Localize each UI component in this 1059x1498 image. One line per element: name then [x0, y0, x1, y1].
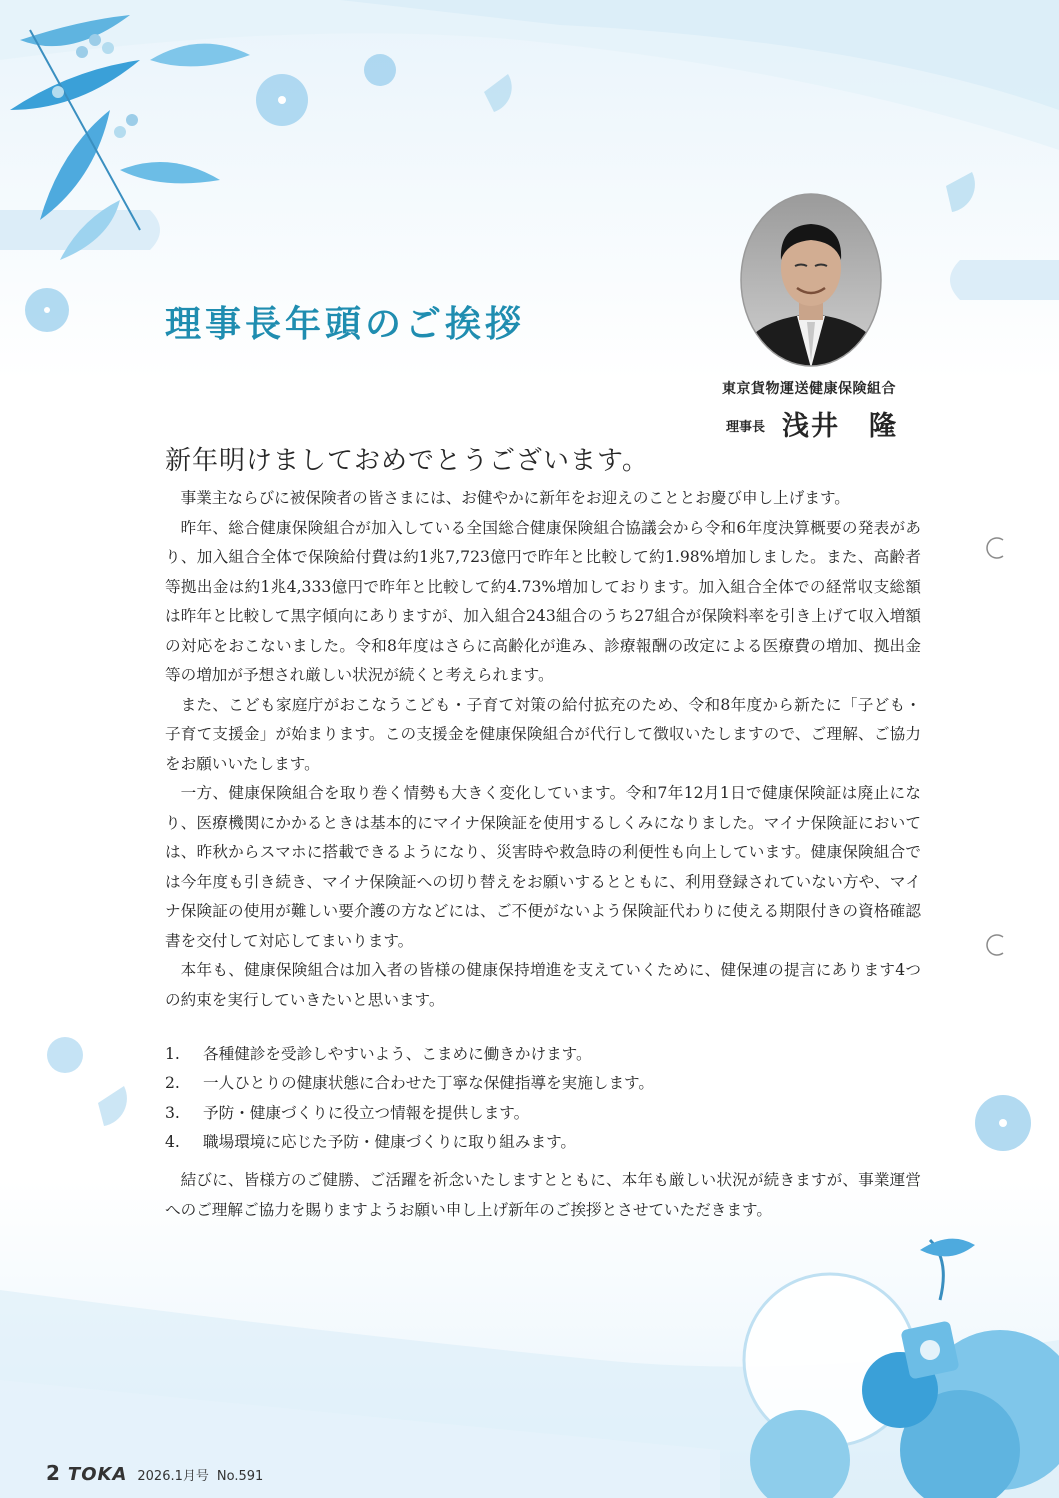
list-text: 職場環境に応じた予防・健康づくりに取り組みます。: [203, 1132, 577, 1151]
list-number: 4.: [165, 1132, 180, 1151]
list-item: [165, 1040, 654, 1069]
body-text: [165, 484, 921, 1015]
page-title: 理事長年頭のご挨拶: [165, 303, 526, 345]
list-number: 1.: [165, 1045, 180, 1063]
chairman-name: 浅井 隆: [782, 411, 898, 442]
paragraph: 一方、健康保険組合を取り巻く情勢も大きく変化しています。令和7年12月1日で健康保険証は廃止になり、医療機関にかかるときは基本的にマイナ保険証を使用するしくみになりました。マイナ保険証においては、昨秋からスマホに搭載できるようになり、災害時や救急時の利便性も向上しています。健康保険組合では今年度も引き続き、マイナ保険証への切り替えをお願いするとともに、利用登録されていない方や、マイナ保険証の使用が難しい要介護の方などには、ご不便がないよう保険証代わりに使える期限付きの資格確認書を交付して対応してまいります。: [165, 784, 921, 950]
commitment-list: [165, 1040, 654, 1157]
greeting-heading: 新年明けましておめでとうございます。: [165, 446, 649, 476]
paragraph: 昨年、総合健康保険組合が加入している全国総合健康保険組合協議会から令和6年度決算概要の発表があり、加入組合全体で保険給付費は約1兆7,723億円で昨年と比較して約1.98%増加しました。また、高齢者等拠出金は約1兆4,333億円で昨年と比較して約4.73%増加しております。加入組合全体での経常収支総額は昨年と比較して黒字傾向にありますが、加入組合243組合のうち27組合が保険料率を引き上げて収入増額の対応をおこないました。令和8年度はさらに高齢化が進み、診療報酬の改定による医療費の増加、拠出金等の増加が予想され厳しい状況が続くと考えられます。: [165, 518, 922, 684]
list-number: 3.: [165, 1103, 180, 1122]
paragraph: 本年も、健康保険組合は加入者の皆様の健康保持増進を支えていくために、健保連の提言にあります4つの約束を実行していきたいと思います。: [165, 961, 922, 1009]
list-item: [165, 1069, 654, 1098]
punch-hole-icon: [985, 933, 1009, 957]
issue-number: No.591: [216, 1469, 264, 1484]
list-item: [165, 1099, 654, 1128]
paragraph: 事業主ならびに被保険者の皆さまには、お健やかに新年をお迎えのこととお慶び申し上げます。: [180, 489, 850, 507]
list-text: 一人ひとりの健康状態に合わせた丁寧な保健指導を実施します。: [203, 1074, 654, 1093]
list-text: 各種健診を受診しやすいよう、こまめに働きかけます。: [203, 1045, 592, 1063]
paragraph: また、こども家庭庁がおこなうこども・子育て対策の給付拡充のため、令和8年度から新たに「子ども・子育て支援金」が始まります。この支援金を健康保険組合が代行して徴収いたしますので、ご理解、ご協力をお願いいたします。: [165, 695, 921, 773]
list-text: 予防・健康づくりに役立つ情報を提供します。: [203, 1103, 530, 1122]
brand-logo: TOKA: [67, 1464, 128, 1485]
issue-date: 2026.1月号: [137, 1469, 209, 1484]
camellia-cluster-graphic: [744, 1239, 1059, 1498]
organization-name: 東京貨物運送健康保険組合: [722, 381, 896, 397]
page-footer: [46, 1461, 263, 1485]
list-number: 2.: [165, 1074, 180, 1093]
punch-hole-icon: [985, 536, 1009, 560]
chairman-portrait: [739, 192, 883, 368]
chairman-role: 理事長: [726, 420, 766, 435]
page-number: 2: [46, 1461, 60, 1485]
closing-text: [165, 1166, 921, 1225]
list-item: [165, 1128, 654, 1157]
closing-paragraph: 結びに、皆様方のご健勝、ご活躍を祈念いたしますとともに、本年も厳しい状況が続きますが、事業運営へのご理解ご協力を賜りますようお願い申し上げ新年のご挨拶とさせていただきます。: [165, 1171, 921, 1219]
